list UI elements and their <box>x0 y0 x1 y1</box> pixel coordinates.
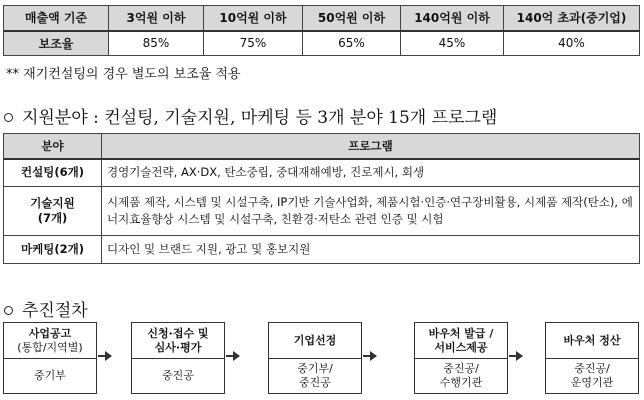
program-row-marketing <box>4 236 640 264</box>
arrow-right-icon <box>98 355 111 357</box>
field-label-text: 기술지원 <box>30 196 75 210</box>
field-col-header: 분야 <box>4 134 102 159</box>
field-label <box>4 159 102 187</box>
process-step-settlement <box>545 322 639 394</box>
step-title <box>269 323 361 359</box>
ratio-value: 65% <box>303 31 401 56</box>
ratio-value: 45% <box>401 31 504 56</box>
field-label-text: 마케팅(2개) <box>21 242 84 256</box>
step-title-text: 바우처 발급 / <box>428 326 494 340</box>
ratio-col-label: 50억원 이하 <box>303 6 401 31</box>
subsidy-ratio-table <box>3 5 640 56</box>
ratio-value: 40% <box>504 31 640 56</box>
step-agency-text-2: 수행기관 <box>439 376 483 389</box>
process-step-voucher-issue <box>414 322 508 394</box>
ratio-header-label: 매출액 기준 <box>4 6 109 31</box>
program-row-tech <box>4 187 640 236</box>
step-title <box>546 323 638 359</box>
program-col-header: 프로그램 <box>102 134 640 159</box>
arrow-right-icon <box>363 355 376 357</box>
process-step-application <box>131 322 225 394</box>
arrow-right-icon <box>226 355 239 357</box>
section-title: 지원분야 : 컨설팅, 기술지원, 마케팅 등 3개 분야 15개 프로그램 <box>22 108 498 128</box>
program-header-row <box>4 134 640 159</box>
ratio-col-label: 10억원 이하 <box>204 6 303 31</box>
section-support-fields <box>2 103 497 128</box>
ratio-note: ** 재기컨설팅의 경우 별도의 보조율 적용 <box>6 67 241 82</box>
section-procedure <box>2 296 88 321</box>
step-agency <box>546 359 638 393</box>
process-step-selection <box>268 322 362 394</box>
process-step-announcement <box>3 322 97 394</box>
step-agency-text-2: 운영기관 <box>570 376 614 389</box>
step-agency <box>415 359 507 393</box>
ratio-col-label: 3억원 이하 <box>109 6 204 31</box>
step-agency-text: 중기부/ <box>297 362 333 375</box>
step-title <box>4 323 96 359</box>
field-label <box>4 187 102 236</box>
step-title <box>415 323 507 359</box>
step-agency-text: 중기부 <box>34 369 66 382</box>
program-list: 디자인 및 브랜드 지원, 광고 및 홍보지원 <box>102 236 640 264</box>
program-list: 시제품 제작, 시스템 및 시설구축, IP기반 기술사업화, 제품시험·인증·연구장비활용, 시제품 제작(탄소), 에너지효율향상 시스템 및 시설구축, 친환경·저탄소 관련 인증 및 시험 <box>102 187 640 236</box>
step-title-text: 사업공고 <box>28 326 72 340</box>
step-title-text: 바우처 정산 <box>563 333 621 347</box>
step-agency-text: 중진공 <box>162 369 194 382</box>
program-list: 경영기술전략, AX·DX, 탄소중립, 중대재해예방, 진로제시, 회생 <box>102 159 640 187</box>
step-title <box>132 323 224 359</box>
ratio-value: 85% <box>109 31 204 56</box>
step-title-text: 기업선정 <box>293 333 337 347</box>
section-title: 추진절차 <box>22 301 88 321</box>
step-title-text: 신청·접수 및 <box>147 326 209 340</box>
step-title-text-2: 심사·평가 <box>154 340 202 354</box>
step-title-text-2: 서비스제공 <box>434 340 488 354</box>
circle-bullet-icon <box>4 113 13 122</box>
step-agency-text-2: 중진공 <box>299 376 331 389</box>
field-label <box>4 236 102 264</box>
step-agency <box>4 359 96 393</box>
program-table <box>3 133 640 264</box>
step-agency-text: 중진공/ <box>443 362 479 375</box>
field-label-count: (7개) <box>37 211 68 225</box>
step-agency-text: 중진공/ <box>574 362 610 375</box>
ratio-col-label: 140억 초과(중기업) <box>504 6 640 31</box>
ratio-row-label: 보조율 <box>4 31 109 56</box>
ratio-header-row <box>4 6 640 31</box>
field-label-text: 컨설팅(6개) <box>21 165 84 180</box>
step-agency <box>269 359 361 393</box>
program-row-consulting <box>4 159 640 187</box>
ratio-value-row <box>4 31 640 56</box>
step-title-sub: (통합/지역별) <box>17 340 83 354</box>
ratio-col-label: 140억원 이하 <box>401 6 504 31</box>
circle-bullet-icon <box>4 306 13 315</box>
step-agency <box>132 359 224 393</box>
ratio-value: 75% <box>204 31 303 56</box>
arrow-right-icon <box>509 355 522 357</box>
